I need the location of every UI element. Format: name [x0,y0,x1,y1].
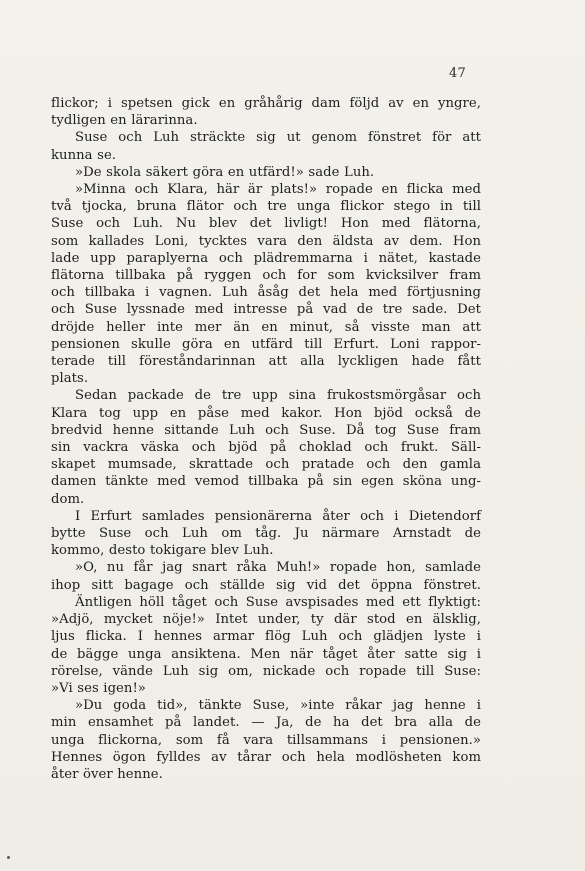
text-line: åter över henne. [51,766,163,782]
text-line: »O, nu får jag snart råka Muh!» ropade hon, samlade [75,560,481,576]
text-line: ljus flicka. I hennes armar flög Luh och glädjen lyste i [51,629,481,645]
text-line: Äntligen höll tåget och Suse avspisades med ett flyktigt: [75,594,481,610]
text-line: terade till föreståndarinnan att alla lyckligen hade fått [51,354,481,370]
text-line: bredvid henne sittande Luh och Suse. Då tog Suse fram [51,422,481,438]
text-line: och Suse lyssnade med intresse på vad de tre sade. Det [51,302,481,318]
text-line: »Vi ses igen!» [51,680,146,696]
text-line: bytte Suse och Luh om tåg. Ju närmare Arnstadt de [51,526,481,542]
text-line: Suse och Luh sträckte sig ut genom fönstret för att [75,130,481,146]
text-line: tydligen en lärarinna. [51,113,198,129]
text-line: de bägge unga ansiktena. Men när tåget åter satte sig i [51,646,481,662]
text-line: dom. [51,491,85,507]
text-line: »Minna och Klara, här är plats!» ropade en flicka med [75,182,481,198]
text-line: »Du goda tid», tänkte Suse, »inte råkar jag henne i [75,698,481,714]
text-line: Klara tog upp en påse med kakor. Hon bjöd också de [51,405,481,421]
text-line: lade upp paraplyerna och plädremmarna i nätet, kastade [51,250,481,266]
text-line: plats. [51,371,89,387]
text-line: som kallades Loni, tycktes vara den äldsta av dem. Hon [51,233,481,249]
text-line: Sedan packade de tre upp sina frukostsmörgåsar och [75,388,481,404]
text-line: min ensamhet på landet. — Ja, de ha det bra alla de [51,715,481,731]
text-line: Hennes ögon fylldes av tårar och hela modlösheten kom [51,749,481,765]
text-line: skapet mumsade, skrattade och pratade och den gamla [51,457,481,473]
text-line: rörelse, vände Luh sig om, nickade och ropade till Suse: [51,663,481,679]
text-line: kommo, desto tokigare blev Luh. [51,543,274,559]
page-number: 47 [449,66,466,81]
text-line: Suse och Luh. Nu blev det livligt! Hon med flätorna, [51,216,481,232]
text-line: flätorna tillbaka på ryggen och for som kvicksilver fram [51,268,481,284]
text-line: »De skola säkert göra en utfärd!» sade Luh. [75,164,375,180]
text-line: pensionen skulle göra en utfärd till Erfurt. Loni rappor- [51,336,481,352]
text-line: »Adjö, mycket nöje!» Intet under, ty där stod en älsklig, [51,612,481,628]
text-line: två tjocka, bruna flätor och tre unga flickor stego in till [51,199,481,215]
text-line: ihop sitt bagage och ställde sig vid det öppna fönstret. [51,577,481,593]
text-line: I Erfurt samlades pensionärerna åter och i Dietendorf [75,508,481,524]
text-line: flickor; i spetsen gick en gråhårig dam följd av en yngre, [51,96,481,111]
text-line: sin vackra väska och bjöd på choklad och frukt. Säll- [51,440,481,456]
text-line: dröjde heller inte mer än en minut, så visste man att [51,319,481,335]
text-line: och tillbaka i vagnen. Luh åsåg det hela med förtjusning [51,285,481,301]
text-line: unga flickorna, som få vara tillsammans i pensionen.» [51,732,481,748]
body-text [51,95,481,783]
text-line: kunna se. [51,147,117,163]
ink-speck [7,856,10,859]
text-line: damen tänkte med vemod tillbaka på sin egen sköna ung- [51,474,481,490]
